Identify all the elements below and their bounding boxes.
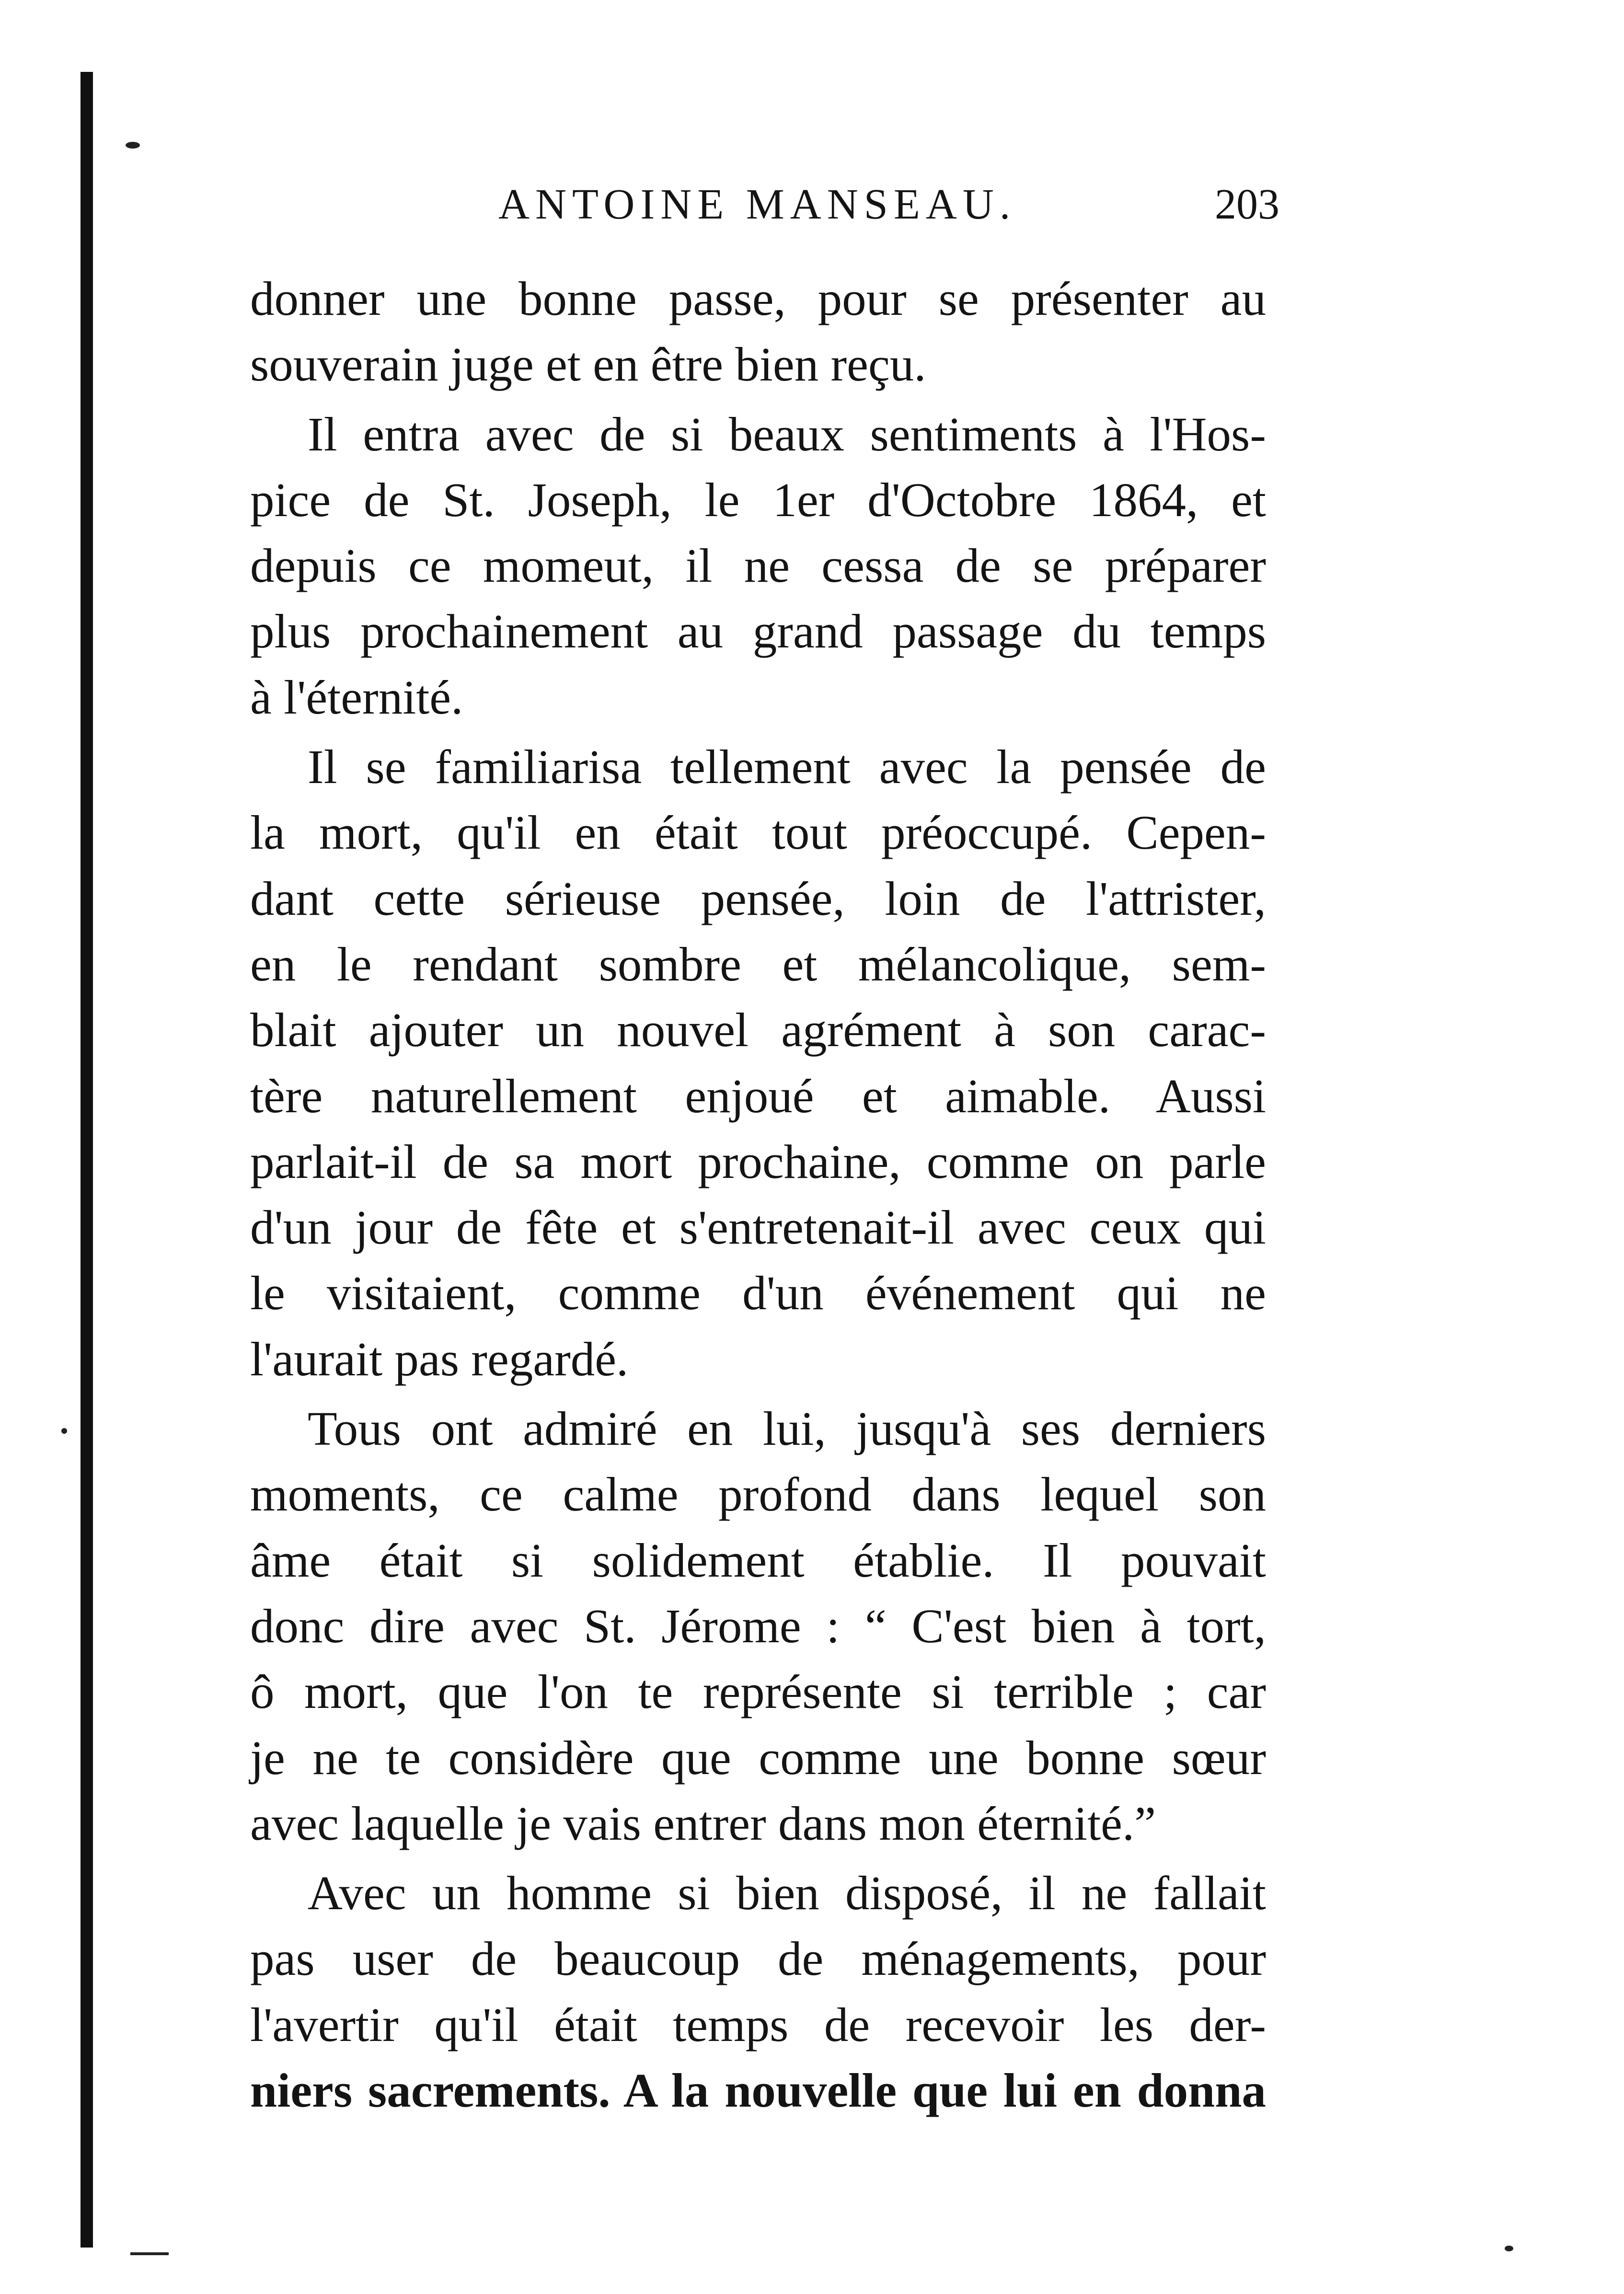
page-header <box>249 180 1279 242</box>
text-line: le visitaient, comme d'un événement qui ne <box>250 1266 1266 1320</box>
text-line: l'avertir qu'il était temps de recevoir les der- <box>250 1997 1266 2052</box>
running-title: ANTOINE MANSEAU. <box>498 181 1016 228</box>
text-line: en le rendant sombre et mélancolique, sem- <box>250 937 1266 991</box>
text-line: pas user de beaucoup de ménagements, pour <box>250 1932 1266 1986</box>
text-line: l'aurait pas regardé. <box>250 1332 629 1386</box>
text-line: Tous ont admiré en lui, jusqu'à ses derniers <box>308 1402 1266 1456</box>
paragraph <box>250 1860 1266 2123</box>
text-line: moments, ce calme profond dans lequel son <box>250 1467 1266 1522</box>
text-line: dant cette sérieuse pensée, loin de l'attrister, <box>250 871 1266 925</box>
text-line: souverain juge et en être bien reçu. <box>250 337 926 392</box>
text-line: parlait-il de sa mort prochaine, comme on parle <box>250 1134 1266 1188</box>
text-line: je ne te considère que comme une bonne sœur <box>250 1730 1266 1785</box>
print-mark <box>130 2252 169 2255</box>
text-line: plus prochainement au grand passage du temps <box>250 604 1266 658</box>
text-line: pice de St. Joseph, le 1er d'Octobre 1864, et <box>250 473 1266 527</box>
text-line: blait ajouter un nouvel agrément à son carac- <box>250 1003 1266 1057</box>
binding-edge-rule <box>81 72 93 2248</box>
text-line: d'un jour de fête et s'entretenait-il avec ceux qui <box>250 1200 1266 1255</box>
paragraph <box>250 734 1266 1392</box>
text-line: depuis ce momeut, il ne cessa de se préparer <box>250 539 1266 593</box>
text-line: ô mort, que l'on te représente si terrible ; car <box>250 1665 1266 1719</box>
print-speck <box>126 142 140 149</box>
text-line: âme était si solidement établie. Il pouvait <box>250 1533 1266 1587</box>
print-speck <box>1505 2246 1513 2251</box>
body-text <box>250 266 1266 2123</box>
paragraph <box>250 266 1266 398</box>
paragraph <box>250 402 1266 730</box>
text-line: Avec un homme si bien disposé, il ne fallait <box>308 1866 1266 1920</box>
paragraph <box>250 1396 1266 1856</box>
text-line: avec laquelle je vais entrer dans mon éternité.” <box>250 1796 1156 1850</box>
print-speck <box>61 1428 67 1434</box>
page-number: 203 <box>1215 181 1279 228</box>
text-line: Il entra avec de si beaux sentiments à l'Hos- <box>308 407 1266 461</box>
text-line: tère naturellement enjoué et aimable. Aussi <box>250 1069 1266 1123</box>
text-line: la mort, qu'il en était tout préoccupé. Cepen- <box>250 806 1266 860</box>
text-line: donc dire avec St. Jérome : “ C'est bien à tort, <box>250 1599 1266 1653</box>
text-line: niers sacrements. A la nouvelle que lui en donna <box>250 2063 1266 2118</box>
text-line: à l'éternité. <box>250 670 463 724</box>
text-line: Il se familiarisa tellement avec la pensée de <box>308 740 1266 794</box>
text-line: donner une bonne passe, pour se présenter au <box>250 272 1266 325</box>
